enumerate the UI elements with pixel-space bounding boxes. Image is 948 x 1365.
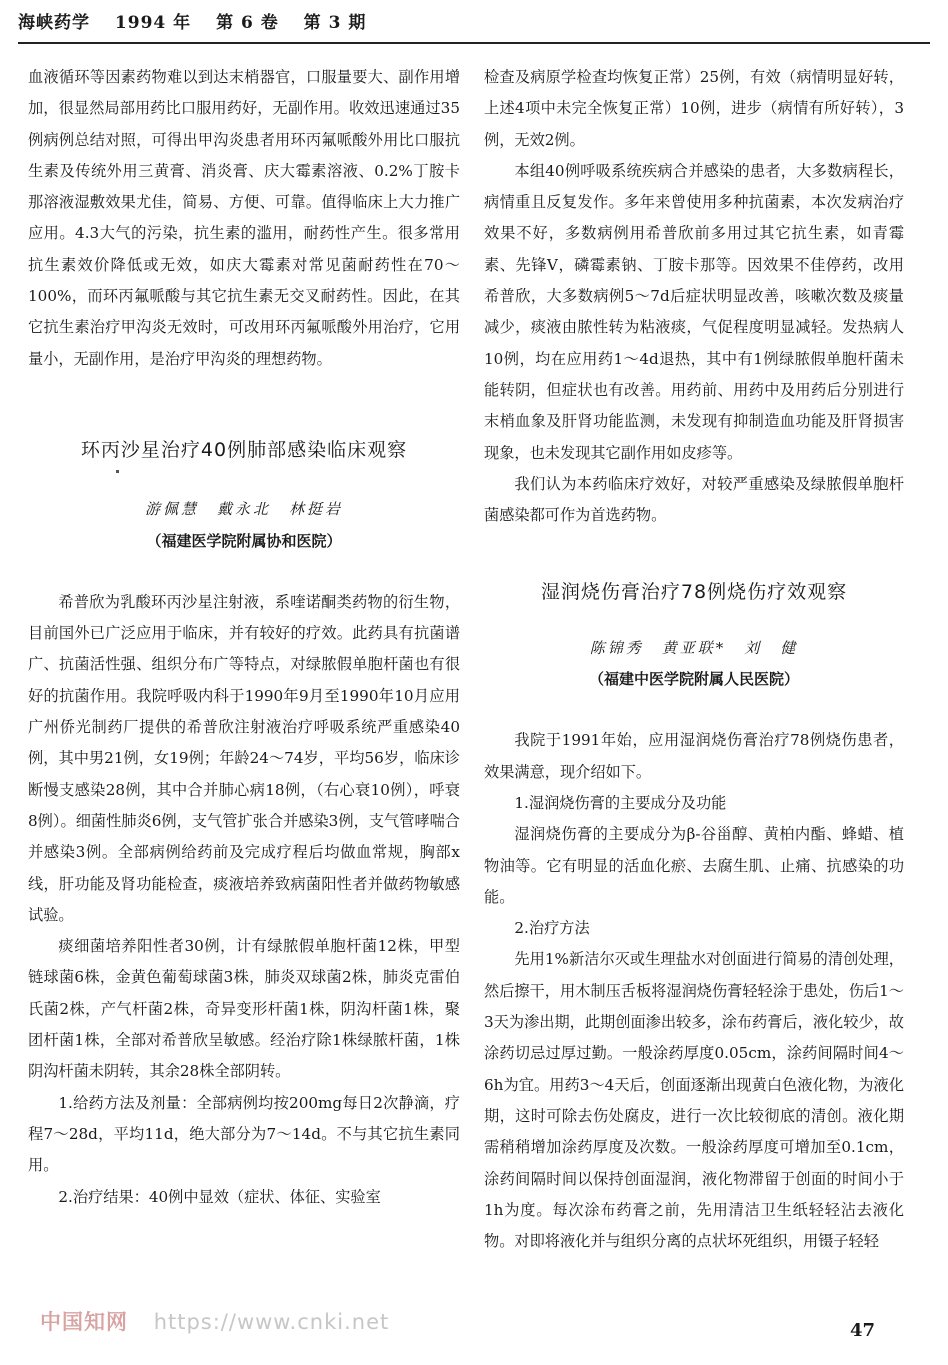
left-column — [28, 62, 460, 1213]
stray-dot — [116, 470, 119, 473]
article2-authors: 陈锦秀 黄亚联* 刘 健 — [589, 638, 799, 657]
article2-affiliation: （福建中医学院附属人民医院） — [588, 670, 799, 689]
header-rule — [18, 42, 930, 44]
article1-para3: 1.给药方法及剂量：全部病例均按200mg每日2次静滴，疗程7～28d，平均11d，绝大部分为7～14d。不与其它抗生素同用。 — [28, 1093, 460, 1175]
article2-para1: 我院于1991年始，应用湿润烧伤膏治疗78例烧伤患者，效果满意，现介绍如下。 — [484, 731, 904, 781]
article1-para4: 2.治疗结果：40例中显效（症状、体征、实验室 — [58, 1187, 381, 1206]
right-column — [484, 62, 904, 1257]
article1-para1: 希普欣为乳酸环丙沙星注射液，系喹诺酮类药物的衍生物，目前国外已广泛应用于临床，并有较好的疗效。此药具有抗菌谱广、抗菌活性强、组织分布广等特点，对绿脓假单胞杆菌也有很好的抗菌作用。我院呼吸内科于1990年9月至1990年10月应用广州侨光制药厂提供的希普欣注射液治疗呼吸系统严重感染40例，其中男21例，女19例；年龄24～74岁，平均56岁，临床诊断慢支感染28例，其中合并肺心病18例，（右心衰10例），呼衰8例）。细菌性肺炎6例，支气管扩张合并感染3例，支气管哮喘合并感染3例。全部病例给药前及完成疗程后均做血常规，胸部x线，肝功能及肾功能检查，痰液培养致病菌阳性者并做药物敏感试验。 — [28, 592, 460, 924]
prev-article-tail: 血液循环等因素药物难以到达末梢器官，口服量要大、副作用增加，很显然局部用药比口服用药好，无副作用。收效迅速通过35例病例总结对照，可得出甲沟炎患者用环丙氟哌酸外用比口服抗生素及传统外用三黄膏、消炎膏、庆大霉素溶液、0.2%丁胺卡那溶液湿敷效果尤佳，简易、方便、可靠。值得临床上大力推广应用。4.3大气的污染，抗生素的滥用，耐药性产生。很多常用抗生素效价降低或无效，如庆大霉素对常见菌耐药性在70～100%，而环丙氟哌酸与其它抗生素无交叉耐药性。因此，在其它抗生素治疗甲沟炎无效时，可改用环丙氟哌酸外用治疗，它用量小，无副作用，是治疗甲沟炎的理想药物。 — [28, 68, 460, 368]
article1-authors: 游佩慧 戴永北 林挺岩 — [144, 500, 343, 519]
cnki-url: https://www.cnki.net — [153, 1310, 390, 1334]
article2-para3: 先用1%新洁尔灭或生理盐水对创面进行简易的清创处理，然后擦干，用木制压舌板将湿润烧伤膏轻轻涂于患处，伤后1～3天为渗出期，此期创面渗出较多，涂布药膏后，液化较少，故涂药切忌过厚过勤。一般涂药厚度0.05cm，涂药间隔时间4～6h为宜。用药3～4天后，创面逐渐出现黄白色液化物，为液化期，这时可除去伤处腐皮，进行一次比较彻底的清创。液化期需稍稍增加涂药厚度及次数。一般涂药厚度可增加至0.1cm，涂药间隔时间以保持创面湿润，液化物滞留于创面的时间小于1h为度。每次涂布药膏之前，先用清洁卫生纸轻轻沾去液化物。对即将液化并与组织分离的点状坏死组织，用镊子轻轻 — [484, 950, 904, 1251]
article1-cont-para3: 我们认为本药临床疗效好，对较严重感染及绿脓假单胞杆菌感染都可作为首选药物。 — [484, 474, 904, 525]
article1-affiliation: （福建医学院附属协和医院） — [146, 531, 342, 550]
article2-subheading-1: 1.湿润烧伤膏的主要成分及功能 — [514, 793, 727, 812]
article1-cont-para2: 本组40例呼吸系统疾病合并感染的患者，大多数病程长，病情重且反复发作。多年来曾使用多种抗菌素，本次发病治疗效果不好，多数病例用希普欣前多用过其它抗生素，如青霉素、先锋Ⅴ，磷霉素钠、丁胺卡那等。因效果不佳停药，改用希普欣，大多数病例5～7d后症状明显改善，咳嗽次数及痰量减少，痰液由脓性转为粘液痰，气促程度明显减轻。发热病人10例，均在应用药1～4d退热，其中有1例绿脓假单胞杆菌未能转阴，但症状也有改善。用药前、用药中及用药后分别进行末梢血象及肝肾功能监测，未发现有抑制造血功能及肝肾损害现象，也未发现其它副作用如皮疹等。 — [484, 161, 904, 462]
article2-para2: 湿润烧伤膏的主要成分为β-谷甾醇、黄柏内酯、蜂蜡、植物油等。它有明显的活血化瘀、去腐生肌、止痛、抗感染的功能。 — [484, 825, 904, 906]
journal-year: 1994 年 — [114, 13, 192, 33]
section-gap — [28, 375, 460, 435]
journal-name: 海峡药学 — [18, 13, 90, 33]
article2-subheading-2: 2.治疗方法 — [514, 919, 590, 938]
journal-header — [18, 8, 930, 44]
article2-title: 湿润烧伤膏治疗78例烧伤疗效观察 — [540, 581, 848, 604]
article1-cont-para1: 检查及病原学检查均恢复正常）25例，有效（病情明显好转，上述4项中未完全恢复正常）10例，进步（病情有所好转），3例，无效2例。 — [484, 68, 904, 149]
page-number: 47 — [850, 1320, 876, 1341]
article1-title: 环丙沙星治疗40例肺部感染临床观察 — [80, 438, 408, 461]
journal-volume: 第 6 卷 — [216, 13, 279, 33]
journal-issue: 第 3 期 — [303, 13, 367, 33]
cnki-watermark — [40, 1306, 389, 1336]
article1-para2: 痰细菌培养阳性者30例，计有绿脓假单胞杆菌12株，甲型链球菌6株，金黄色葡萄球菌3株，肺炎双球菌2株，肺炎克雷伯氏菌2株，产气杆菌2株，奇异变形杆菌1株，阴沟杆菌1株，聚团杆菌1株，全部对希普欣呈敏感。经治疗除1株绿脓杆菌，1株阴沟杆菌未阴转，其余28株全部阴转。 — [28, 937, 460, 1081]
cnki-logo: 中国知网 — [40, 1310, 128, 1334]
